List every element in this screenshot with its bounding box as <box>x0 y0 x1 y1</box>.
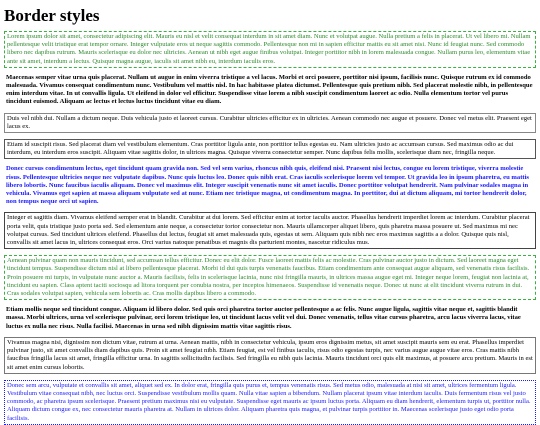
paragraph-green-dashed: Lorem ipsum dolor sit amet, consectetur adipiscing elit. Mauris eu nisl et velit consequat interdum in sit amet diam. Nunc et volutpat augue. Nulla pretium a felis in placerat. Ut vel libero mi. Nullam pellentesque velit tristique erat tempor ornare. Integer vulputate eros ut neque sagittis commodo. Pellentesque non mi in sapien efficitur mattis eu sit amet nisi. Nunc id feugiat nunc. Sed commodo libero nec dapibus rutrum. Mauris scelerisque eu dolor nec ultricies. Aenean ut nibh eget augue finibus volutpat. Integer porttitor nibh in lorem malesuada congue. Nullam purus leo, elementum vitae ante sit amet, interdum a lectus. Quisque magna augue, iaculis sit amet nibh eu, interdum iaculis eros. <box>4 31 536 68</box>
paragraph-blue-dotted: Donec sem arcu, vulputate et convallis sit amet, aliquet sed ex. In dolor erat, fringilla quis purus et, tempus venenatis risus. Sed metus odio, malesuada at nisi sit amet, ultrices fermentum ligula. Vestibulum vitae consequat nibh, nec luctus orci. Suspendisse vestibulum mollis quam. Nulla vitae sapien a bibendum. Nullam placerat ipsum vitae interdum iaculis. Duis fermentum risus vel justo commodo, ac pharetra ipsum scelerisque. Praesent pretium maximus nisi eu vulputate. Suspendisse eget mauris ac ipsum luctus porta. Aliquam eu diam hendrerit, elementum turpis ut, porttitor nulla. Aliquam dictum congue ex, nec consectetur mauris pharetra at. Nullam in ultrices dolor. Aliquam pharetra quis magna, et pulvinar turpis porttitor in. Maecenas scelerisque justo eget odio porta facilisis. <box>4 380 536 425</box>
paragraph-solid-border-2: Etiam id suscipit risus. Sed placerat diam vel vestibulum elementum. Cras porttitor ligula ante, non porttitor tellus egestas eu. Nam ultricies justo ac accumsan cursus. Sed maximus odio ac dui interdum, eu interdum eros suscipit. Aliquam vitae sagittis dolor, in ultrices magna. Quisque viverra consectetur semper. Nunc dapibus felis mollis, scelerisque diam nec, fringilla neque. <box>4 139 536 159</box>
paragraph-bold: Maecenas semper vitae urna quis placerat. Nullam ut augue in enim viverra tristique a vel lacus. Morbi et orci posuere, porttitor nisi ipsum, facilisis nunc. Quisque rutrum ex id commodo malesuada. Vivamus consequat condimentum nunc. Vestibulum vel mattis nisl. In hac habitasse platea dictumst. Pellentesque quis pretium nibh. Sed placerat molestie nibh, in pellentesque enim interdum vitae. In ut convallis ligula. Ut eleifend in dolor vel efficitur. Suspendisse vitae lorem a nibh suscipit condimentum laoreet ac odio. Nulla elementum tortor vel purus tincidunt euismod. Aliquam ac lectus et lectus luctus tincidunt vitae eu diam. <box>6 73 533 106</box>
paragraph-green-dashed-2: Aenean pulvinar quam non mauris tincidunt, sed accumsan tellus efficitur. Donec eu elit dolor. Fusce laoreet mattis felis ac molestie. Cras pulvinar auctor justo in dictum. Sed laoreet magna eget tincidunt tempus. Suspendisse dictum nisl at libero pellentesque placerat. Morbi id dui quis turpis venenatis faucibus. Etiam condimentum ante consequat augue aliquam, sed venenatis risus facilisis. Proin posuere mi turpis, in vulputate nunc auctor a. Mauris facilisis, felis in scelerisque lacinia, nunc nisi fringilla mauris, in ultrices massa augue eget mi. Integer neque lorem, feugiat non lacinia at, tincidunt eu sapien. Class aptent taciti sociosqu ad litora torquent per conubia nostra, per inceptos himenaeos. Suspendisse id venenatis neque. Donec ut nunc at elit tincidunt viverra rutrum in dui. Cras sodales volutpat sapien, vehicula sem lobortis ac. Cras mollis dapibus libero a commodo. <box>4 255 536 300</box>
page-container <box>0 6 540 425</box>
paragraph-solid-dark-border: Integer et sagittis diam. Vivamus eleifend semper erat in blandit. Curabitur at dui lorem. Sed efficitur enim at tortor iaculis auctor. Phasellus hendrerit imperdiet lorem ac interdum. Curabitur placerat porta velit, quis tristique justo porta sed. Sed elementum ante neque, a consectetur tortor consectetur non. Mauris ullamcorper aliquet libero, quis pharetra massa posuere ut. Sed maximus mi nec volutpat cursus. Sed tincidunt ultrices eleifend. Phasellus dui lectus, feugiat sit amet malesuada quis, egestas ut sem. Aliquam quis nibh nec eros maximus sagittis a a dolor. Quisque quis nisl, convallis sit amet lacus in, ultrices consequat eros. Orci varius natoque penatibus et magnis dis parturient montes, nascetur ridiculus mus. <box>4 212 536 249</box>
paragraph-bold-2: Etiam mollis neque sed tincidunt congue. Aliquam id libero dolor. Sed quis orci pharetra tortor auctor pellentesque a ac felis. Nunc augue ligula, sagittis vitae neque et, sagittis blandit massa. Morbi ultrices, urna vel scelerisque pulvinar, orci lorem tristique leo, ut tincidunt lacus velit vel dui. Donec venenatis, tellus vitae cursus pharetra, arcu lacus viverra lacus, vitae luctus ex nulla nec risus. Nulla facilisi. Maecenas in urna sed nibh dignissim mattis vitae sagittis risus. <box>6 306 521 330</box>
paragraph-blue-bold: Donec cursus condimentum lectus, eget tincidunt quam gravida non. Sed vel sem varius, rhoncus nibh quis, eleifend nisi. Praesent nisi lectus, congue eu lorem tristique, viverra molestie risus. Pellentesque ultricies neque nec vulputate dapibus. Nunc quis luctus leo. Donec quis nibh erat. Cras iaculis scelerisque lorem vel tempor. Ut gravida leo in ipsum pharetra, eu mattis libero lobortis. Nunc faucibus iaculis aliquam. Donec vel maximus elit. Integer suscipit venenatis nunc sit amet iaculis. Donec porttitor volutpat hendrerit. Nam pulvinar sodales magna in vehicula. Vivamus eget sapien at massa aliquam vulputate sed at nunc. Etiam nec tristique magna, ut condimentum magna. In porttitor, dui at dictum aliquam, mi tortor hendrerit dolor, non tempus neque orci ut sapien. <box>6 165 529 206</box>
paragraph-solid-border-3: Vivamus magna nisi, dignissim non dictum vitae, rutrum at urna. Aenean mattis, nibh in consectetur vehicula, ipsum eros dignissim metus, sit amet suscipit mauris sem eu erat. Phasellus imperdiet pulvinar justo, sit amet convallis diam dapibus quis. Proin sit amet feugiat nibh. Etiam feugiat, est vel finibus iaculis, risus odio egestas turpis, nec varius augue augue vitae eros. Cras mattis nibh faucibus fringilla lacus sit amet, fringilla efficitur urna. In sagittis sollicitudin facilisis. Sed fringilla eu nibh quis lacinia. Mauris tincidunt orci quis elit maximus, at posuere arcu pretium. Mauris in est sit amet enim cursus lobortis. <box>4 337 536 374</box>
page-title: Border styles <box>4 6 100 25</box>
paragraph-solid-border: Duis vel nibh dui. Nullam a dictum neque. Duis vehicula justo et laoreet cursus. Curabitur ultricies efficitur ex in ultricies. Aenean commodo nec augue et posuere. Donec vel metus elit. Praesent eget lacus ex. <box>4 113 536 133</box>
